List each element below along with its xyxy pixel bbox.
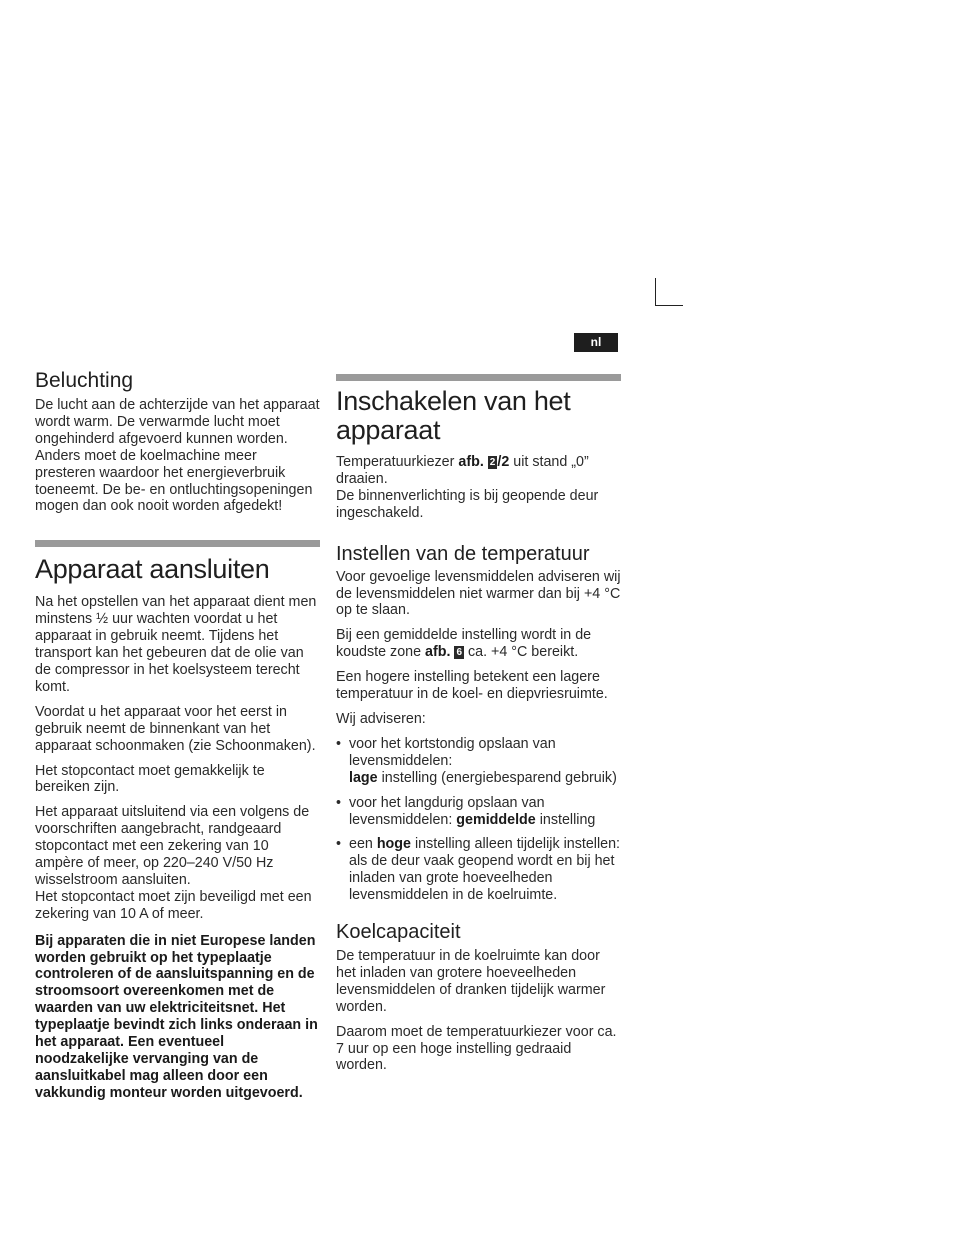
inschakelen-heading: Inschakelen van het apparaat	[336, 386, 571, 445]
section-koelcapaciteit	[336, 920, 621, 1074]
recommendation-list	[336, 736, 621, 904]
aansluiten-p4a: Het apparaat uitsluitend via een volgens de voorschriften aangebracht, randgeaard stopcontact met een zekering van 10 ampère of meer, op 220–240 V/50 Hz wisselstroom aansluiten.	[35, 804, 310, 888]
section-inschakelen	[336, 387, 621, 522]
beluchting-text: De lucht aan de achterzijde van het apparaat wordt warm. De verwarmde lucht moet ongehinderd afgevoerd kunnen worden. Anders moet de koelmachine meer presteren waardoor het energieverbruik toeneemt. De be- en ontluchtingsopeningen mogen dan ook nooit worden afgedekt!	[35, 397, 320, 515]
aansluiten-p4b: Het stopcontact moet zijn beveiligd met een zekering van 10 A of meer.	[35, 888, 312, 922]
list-item	[336, 795, 621, 829]
instellen-p3: Een hogere instelling betekent een lagere temperatuur in de koel- en diepvriesruimte.	[336, 669, 608, 703]
list-item-post: instelling	[535, 811, 596, 828]
section-divider	[35, 540, 320, 547]
figure-ref-label: afb.	[458, 454, 484, 470]
instellen-p2-pre: Bij een gemiddelde instelling wordt in de koudste zone	[336, 627, 592, 661]
koelcapaciteit-p1: De temperatuur in de koelruimte kan door het inladen van grotere hoeveelheden levensmiddelen of dranken tijdelijk warmer worden.	[336, 948, 606, 1015]
left-column	[35, 369, 320, 1110]
instellen-p2-post: ca. +4 °C bereikt.	[464, 644, 579, 661]
inschakelen-text-post: uit stand „0” draaien.	[336, 454, 589, 487]
list-item-bold: lage	[349, 769, 378, 786]
list-item-bold: gemiddelde	[456, 811, 536, 828]
instellen-p1: Voor gevoelige levensmiddelen adviseren wij de levensmiddelen niet warmer dan bij +4 °C op te slaan.	[336, 568, 621, 619]
section-instellen	[336, 543, 621, 904]
koelcapaciteit-p2: Daarom moet de temperatuurkiezer voor ca. 7 uur op een hoge instelling gedraaid worden.	[336, 1023, 617, 1074]
figure-ref-label: afb.	[425, 644, 451, 661]
list-item-text: voor het langdurig opslaan van levensmiddelen:	[349, 794, 545, 828]
inschakelen-text	[336, 454, 621, 522]
language-badge: nl	[574, 333, 618, 352]
aansluiten-heading: Apparaat aansluiten	[35, 554, 270, 585]
aansluiten-p2: Voordat u het apparaat voor het eerst in gebruik neemt de binnenkant van het apparaat schoonmaken (zie Schoonmaken).	[35, 703, 316, 754]
beluchting-heading: Beluchting	[35, 369, 134, 392]
aansluiten-p1: Na het opstellen van het apparaat dient men minstens ½ uur wachten voordat u het apparaat in gebruik neemt. Tijdens het transport kan het gebeuren dat de olie van de compressor in het koelsysteem terecht komt.	[35, 594, 317, 695]
list-item-post: instelling (energiebesparend gebruik)	[377, 769, 617, 786]
figure-number-badge: 6	[456, 647, 462, 659]
koelcapaciteit-heading: Koelcapaciteit	[336, 921, 461, 944]
instellen-p4: Wij adviseren:	[336, 710, 426, 727]
section-beluchting	[35, 369, 320, 515]
section-divider	[336, 374, 621, 381]
section-aansluiten	[35, 555, 320, 1101]
aansluiten-p4	[35, 804, 320, 922]
aansluiten-p3: Het stopcontact moet gemakkelijk te bereiken zijn.	[35, 762, 265, 796]
list-item	[336, 736, 621, 787]
inschakelen-light-note: De binnenverlichting is bij geopende deur ingeschakeld.	[336, 487, 599, 521]
crop-mark	[655, 278, 683, 306]
instellen-p2	[336, 627, 621, 661]
list-item-bold: hoge	[376, 836, 411, 853]
right-column	[336, 374, 621, 1082]
aansluiten-warning: Bij apparaten die in niet Europese landen worden gebruikt op het typeplaatje controleren of de aansluitspanning en de stroomsoort overeenkomen met de waarden van uw elektriciteitsnet. Het typeplaatje bevindt zich links onderaan in het apparaat. Een eventueel noodzakelijke vervanging van de aansluitkabel mag alleen door een vakkundig monteur worden uitgevoerd.	[35, 932, 318, 1101]
figure-ref-sub: /2	[497, 454, 510, 470]
list-item-post: instelling alleen tijdelijk instellen: als de deur vaak geopend wordt en bij het inladen van grote hoeveelheden levensmiddelen in de koelruimte.	[349, 836, 620, 904]
instellen-heading: Instellen van de temperatuur	[336, 542, 590, 565]
figure-number-badge: 2	[489, 457, 496, 468]
list-item-text: voor het kortstondig opslaan van levensmiddelen:	[349, 735, 556, 769]
list-item	[336, 836, 621, 904]
list-item-pre: een	[349, 836, 377, 853]
inschakelen-text-pre: Temperatuurkiezer	[336, 454, 459, 470]
